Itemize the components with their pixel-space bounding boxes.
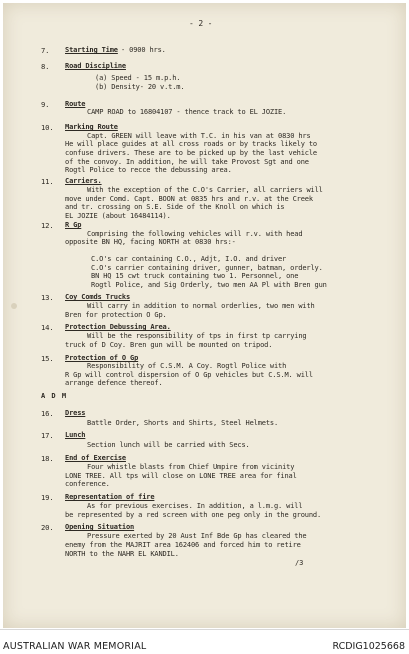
section-text-line: Rogtl Police to recce the debussing area. (65, 166, 232, 174)
section-heading: End of Exercise (65, 454, 126, 462)
section-text-line: He will place guides at all cross roads or by tracks likely to (65, 140, 317, 148)
page-number: - 2 - (189, 19, 213, 28)
section-number: 20. (41, 523, 54, 532)
section-heading: Representation of fire (65, 493, 155, 501)
section-text-line: - 0900 hrs. (121, 46, 166, 54)
section-text-line: confuse drivers. These are to be picked up by the last vehicle (65, 149, 317, 157)
section-text-line: opposite BN HQ, facing NORTH at 0830 hrs:- (65, 238, 236, 246)
section-text-line: With the exception of the C.O's Carrier, all carriers will (87, 186, 323, 194)
section-text-line: Battle Order, Shorts and Shirts, Steel Helmets. (87, 419, 279, 427)
section-text-line: C.O's carrier containing driver, gunner, batman, orderly. (91, 264, 323, 272)
section-text-line: truck of D Coy. Bren gun will be mounted on tripod. (65, 341, 273, 349)
section-text-line: BN HQ 15 cwt truck containing two 1. Personnel, one (91, 272, 299, 280)
section-text-line: Will carry in addition to normal orderlies, two men with (87, 302, 315, 310)
section-text-line: Section lunch will be carried with Secs. (87, 441, 250, 449)
section-heading: Starting Time (65, 46, 118, 54)
section-heading: R Gp (65, 221, 82, 229)
section-text-line: conference. (65, 480, 110, 488)
section-text-line: Rogtl Police, and Sig Orderly, two men AA Pl with Bren gun (91, 281, 327, 289)
section-text-line: (b) Density- 20 v.t.m. (95, 83, 185, 91)
footer-record-id: RCDIG1025668 (332, 641, 405, 652)
section-text-line: of the convoy. In addition, he will take Provost Sgt and one (65, 158, 309, 166)
continuation-marker: /3 (295, 559, 304, 567)
section-text-line: CAMP ROAD to 16804107 - thence track to EL JOZIE. (87, 108, 287, 116)
section-text-line: NORTH to the NAHR EL KANDIL. (65, 550, 179, 558)
section-heading: Protection Debussing Area. (65, 323, 171, 331)
section-text-line: Bren for protection O Gp. (65, 311, 167, 319)
section-text-line: As for previous exercises. In addition, a l.m.g. will (87, 502, 303, 510)
document-page (3, 3, 406, 628)
section-heading: Coy Comds Trucks (65, 293, 131, 301)
section-text-line: R Gp will control dispersion of O Gp vehicles but C.S.M. will (65, 371, 313, 379)
section-number: 12. (41, 221, 54, 230)
section-number: 18. (41, 454, 54, 463)
section-text-line: Will be the responsibility of tps in first tp carrying (87, 332, 307, 340)
section-number: 15. (41, 354, 54, 363)
section-heading: Lunch (65, 431, 86, 439)
section-text-line: enemy from the MAJRIT area 162406 and forced him to retire (65, 541, 301, 549)
section-text-line: C.O's car containing C.O., Adjt, I.O. and driver (91, 255, 287, 263)
footer-archive-name: AUSTRALIAN WAR MEMORIAL (3, 641, 147, 652)
section-heading: Carriers. (65, 177, 102, 185)
footer-bar (0, 629, 409, 654)
section-heading: Road Discipline (65, 62, 126, 70)
section-number: 9. (41, 100, 50, 109)
section-heading: Dress (65, 409, 86, 417)
section-text-line: Capt. GREEN will leave with T.C. in his van at 0830 hrs (87, 132, 311, 140)
section-heading: Opening Situation (65, 523, 135, 531)
section-text-line: arrange defence thereof. (65, 379, 163, 387)
section-number: 13. (41, 293, 54, 302)
section-text-line: Pressure exerted by 20 Aust Inf Bde Gp has cleared the (87, 532, 307, 540)
punch-hole-mark (11, 303, 17, 309)
section-text-line: EL JOZIE (about 16484114). (65, 212, 171, 220)
section-text-line: Four whistle blasts from Chief Umpire from vicinity (87, 463, 295, 471)
section-text-line: Responsibility of C.S.M. A Coy. Rogtl Police with (87, 362, 287, 370)
section-number: 11. (41, 177, 54, 186)
section-number: 8. (41, 62, 50, 71)
section-heading: Route (65, 100, 86, 108)
section-text-line: Comprising the following vehicles will r.v. with head (87, 230, 303, 238)
section-heading: Marking Route (65, 123, 118, 131)
section-heading: A D M (41, 392, 68, 400)
section-heading: Protection of O Gp (65, 354, 139, 362)
section-number: 7. (41, 46, 50, 55)
section-number: 17. (41, 431, 54, 440)
section-text-line: (a) Speed - 15 m.p.h. (95, 74, 181, 82)
section-text-line: be represented by a red screen with one peg only in the ground. (65, 511, 322, 519)
section-number: 19. (41, 493, 54, 502)
section-text-line: LONE TREE. All tps will close on LONE TREE area for final (65, 472, 297, 480)
section-number: 14. (41, 323, 54, 332)
section-text-line: move under Comd. Capt. BOON at 0835 hrs and r.v. at the Creek (65, 195, 313, 203)
section-number: 10. (41, 123, 54, 132)
section-number: 16. (41, 409, 54, 418)
section-text-line: and tr. crossing on S.E. Side of the Knoll on which is (65, 203, 285, 211)
